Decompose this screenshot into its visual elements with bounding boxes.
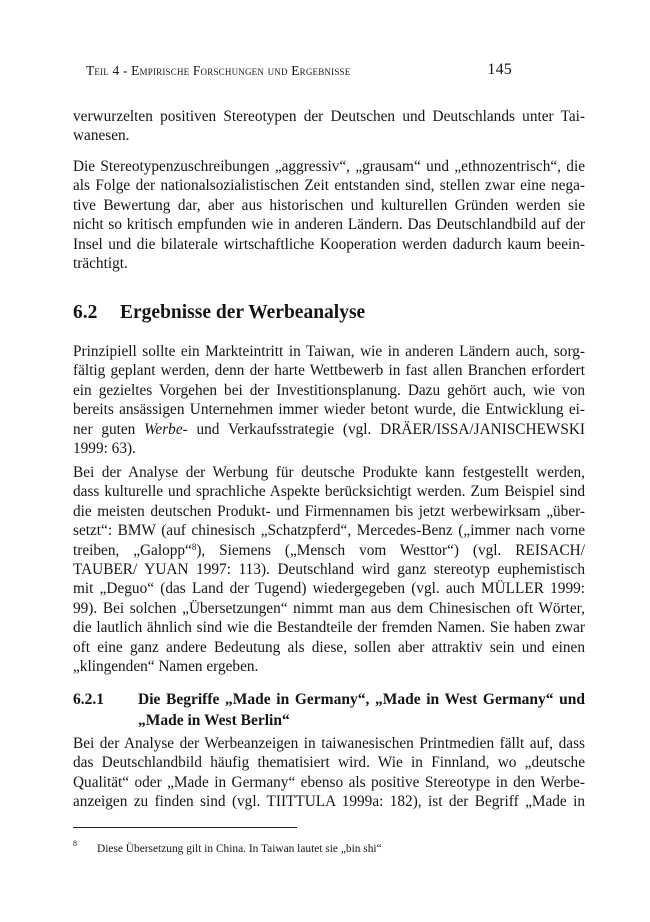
subsection-title-line: „Made in West Berlin“ bbox=[138, 712, 290, 729]
footnote-mark: 8 bbox=[73, 839, 77, 848]
text-line: Prinzipiell sollte ein Markteintritt in Taiwan, wie in anderen Ländern auch, sorg- bbox=[73, 343, 585, 360]
paragraph-2 bbox=[73, 157, 585, 273]
subsection-number: 6.2.1 bbox=[73, 691, 104, 708]
footnote-divider bbox=[73, 827, 297, 828]
text-line: Bei der Analyse der Werbeanzeigen in taiwanesischen Printmedien fällt auf, dass bbox=[73, 735, 585, 752]
text-line: bereits ansässigen Unternehmen immer wieder betont wurde, die Entwicklung ei- bbox=[73, 401, 585, 419]
text-line: Insel und die bilaterale wirtschaftliche Kooperation werden dadurch kaum beein- bbox=[73, 235, 585, 253]
footnote-text: Diese Übersetzung gilt in China. In Taiwan lautet sie „bin shi“ bbox=[97, 843, 382, 855]
text-line: Qualität“ oder „Made in Germany“ ebenso als positive Stereotype in den Werbe- bbox=[73, 773, 585, 791]
paragraph-4 bbox=[73, 463, 585, 676]
paragraph-1 bbox=[73, 107, 585, 146]
text-line: anzeigen zu finden sind (vgl. TIITTULA 1999a: 182), ist der Begriff „Made in bbox=[73, 793, 585, 811]
text-line: fältig geplant werden, denn der harte Wettbewerb in fast allen Branchen erfordert bbox=[73, 362, 585, 380]
text-line: die meisten deutschen Produkt- und Firmennamen bis jetzt werbewirksam „über- bbox=[73, 502, 585, 520]
running-header-title: Teil 4 - Empirische Forschungen und Ergebnisse bbox=[86, 63, 351, 78]
text-line: Bei der Analyse der Werbung für deutsche Produkte kann festgestellt werden, bbox=[73, 464, 585, 481]
text-line: 99). Bei solchen „Übersetzungen“ nimmt man aus dem Chinesischen oft Wörter, bbox=[73, 599, 585, 617]
text-line: oft eine ganz andere Bedeutung als diese, sollen aber attraktiv sein und einen bbox=[73, 638, 585, 656]
text-line: verwurzelten positiven Stereotypen der Deutschen und Deutschlands unter Tai- bbox=[73, 108, 585, 125]
subsection-title bbox=[138, 689, 585, 731]
text-line: dass kulturelle und sprachliche Aspekte berücksichtigt werden. Zum Beispiel sind bbox=[73, 483, 585, 501]
text-line: Die Stereotypenzuschreibungen „aggressiv“, „grausam“ und „ethnozentrisch“, die bbox=[73, 158, 585, 175]
text-line: die lautlich ähnlich sind wie die Bestandteile der fremden Namen. Sie haben zwar bbox=[73, 619, 585, 637]
text-line: als Folge der nationalsozialistischen Zeit entstanden sind, stellen zwar eine nega- bbox=[73, 177, 585, 195]
paragraph-5 bbox=[73, 734, 585, 812]
paragraph-3 bbox=[73, 342, 585, 458]
text-line: tive Bewertung dar, aber aus historischen und kulturellen Gründen werden sie bbox=[73, 196, 585, 214]
subsection-title-line: Die Begriffe „Made in Germany“, „Made in West Germany“ und bbox=[138, 691, 585, 708]
text-line: mit „Deguo“ (das Land der Tugend) wiedergegeben (vgl. auch MÜLLER 1999: bbox=[73, 580, 585, 598]
section-number: 6.2 bbox=[73, 302, 98, 323]
text-line: nicht so kritisch empfunden wie in anderen Ländern. Das Deutschlandbild auf der bbox=[73, 216, 585, 234]
text-line: 1999: 63). bbox=[73, 440, 136, 458]
text-line-with-footnote-ref: treiben, „Galopp“$^8$), Siemens („Mensch vom Westtor“) (vgl. REISACH/ bbox=[73, 541, 585, 559]
italic-term: Werbe- bbox=[144, 420, 188, 438]
section-title: Ergebnisse der Werbeanalyse bbox=[120, 302, 366, 323]
text-line: wanesen. bbox=[73, 127, 130, 145]
text-line: „klingenden“ Namen ergeben. bbox=[73, 658, 259, 676]
text-line: ein gezieltes Vorgehen bei der Investitionsplanung. Dazu gehört auch, wie von bbox=[73, 381, 585, 399]
footnote-ref[interactable]: 8 bbox=[191, 541, 197, 552]
page-number: 145 bbox=[487, 61, 512, 78]
text-line-with-italic: ner guten Werbe- und Verkaufsstrategie (vgl. DRÄER/ISSA/JANISCHEWSKI bbox=[73, 420, 585, 438]
text-line: TAUBER/ YUAN 1997: 113). Deutschland wird ganz stereotyp euphemistisch bbox=[73, 561, 585, 579]
text-line: setzt“: BMW (auf chinesisch „Schatzpferd“, Mercedes-Benz („immer nach vorne bbox=[73, 522, 585, 540]
text-line: das Deutschlandbild häufig thematisiert wird. Wie in Finnland, wo „deutsche bbox=[73, 754, 585, 772]
text-line: trächtigt. bbox=[73, 255, 128, 273]
